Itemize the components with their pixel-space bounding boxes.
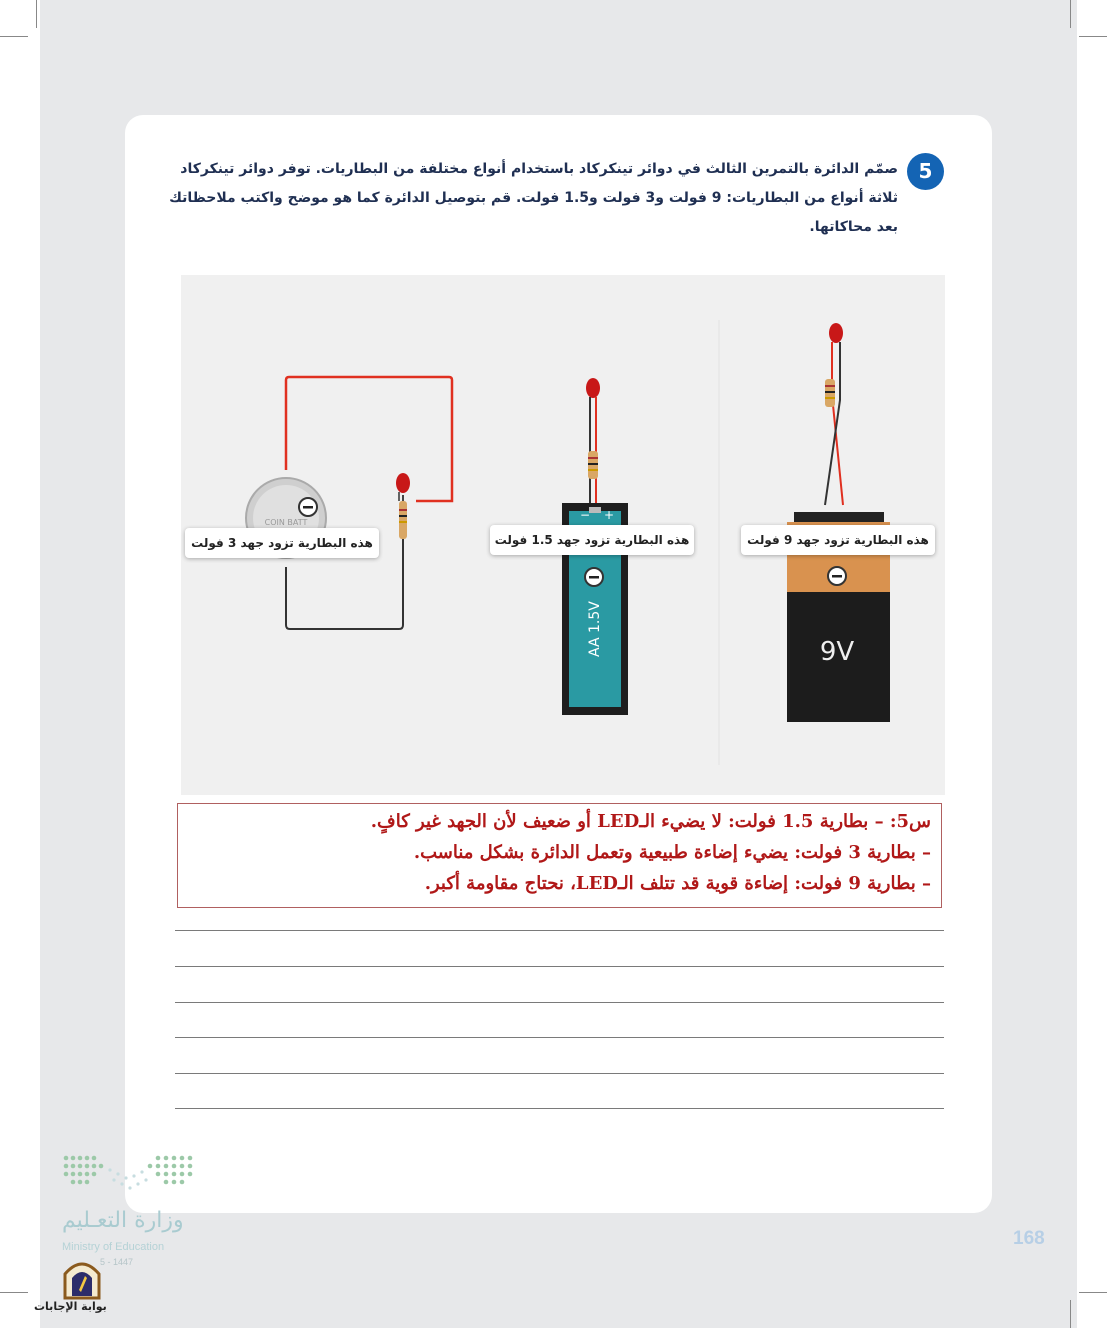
coin-battery-circuit: [246, 377, 452, 629]
aa-battery-text: AA 1.5V: [587, 601, 603, 657]
writing-line: [175, 1108, 944, 1109]
crop-mark: [36, 0, 37, 28]
crop-mark: [0, 36, 28, 37]
edition-year: 5 - 1447: [100, 1257, 134, 1267]
led-icon: [586, 378, 600, 398]
led-icon: [829, 323, 843, 343]
answer-line: – بطارية 9 فولت: إضاءة قوية قد تتلف الـLED، نحتاج مقاومة أكبر.: [424, 873, 931, 894]
nine-volt-text: 9V: [819, 637, 855, 667]
led-icon: [396, 473, 410, 493]
brand-logo-icon: [42, 1256, 122, 1300]
ministry-name-arabic: وزارة التعـليم: [62, 1208, 184, 1233]
nine-volt-battery-circuit: [787, 323, 890, 722]
crop-mark: [1079, 1292, 1107, 1293]
aa-battery-label: هذه البطارية تزود جهد 1.5 فولت: [490, 525, 694, 555]
page-number: 168: [1013, 1228, 1045, 1249]
writing-line: [175, 930, 944, 931]
nine-volt-battery-label: هذه البطارية تزود جهد 9 فولت: [741, 525, 935, 555]
left-margin: [0, 0, 40, 1328]
writing-line: [175, 1002, 944, 1003]
writing-line: [175, 1037, 944, 1038]
handwritten-answer-box: [177, 803, 942, 908]
answer-line: – بطارية 3 فولت: يضيء إضاءة طبيعية وتعمل الدائرة بشكل مناسب.: [413, 842, 931, 863]
circuit-figure: [181, 275, 945, 795]
coin-battery-label: هذه البطارية تزود جهد 3 فولت: [185, 528, 379, 558]
brand-name: بوابة الإجابات: [34, 1300, 107, 1313]
question-number-badge: 5: [907, 153, 944, 190]
crop-mark: [1070, 1300, 1071, 1328]
ministry-logo-icon: [58, 1150, 198, 1195]
crop-mark: [0, 1292, 28, 1293]
svg-text:−: −: [580, 508, 591, 522]
crop-mark: [1070, 0, 1071, 28]
coin-battery-text: COIN BATT: [264, 518, 308, 527]
question-text: صمّم الدائرة بالتمرين الثالث في دوائر تينكركاد باستخدام أنواع مختلفة من البطاريات. توفر دوائر تينكركاد ثلاثة أنواع من البطاريات: 9 فولت و3 فولت و1.5 فولت. قم بتوصيل الدائرة كما هو موضح واكتب ملاحظاتك بعد محاكاتها.: [169, 161, 898, 235]
answer-line: س5: – بطارية 1.5 فولت: لا يضيء الـLED أو ضعيف لأن الجهد غير كافٍ.: [370, 811, 931, 832]
crop-mark: [1079, 36, 1107, 37]
writing-line: [175, 1073, 944, 1074]
writing-line: [175, 966, 944, 967]
right-margin: [1077, 0, 1107, 1328]
resistor-icon: [399, 501, 407, 539]
svg-text:+: +: [604, 508, 615, 522]
ministry-name-english: Ministry of Education: [62, 1241, 165, 1253]
